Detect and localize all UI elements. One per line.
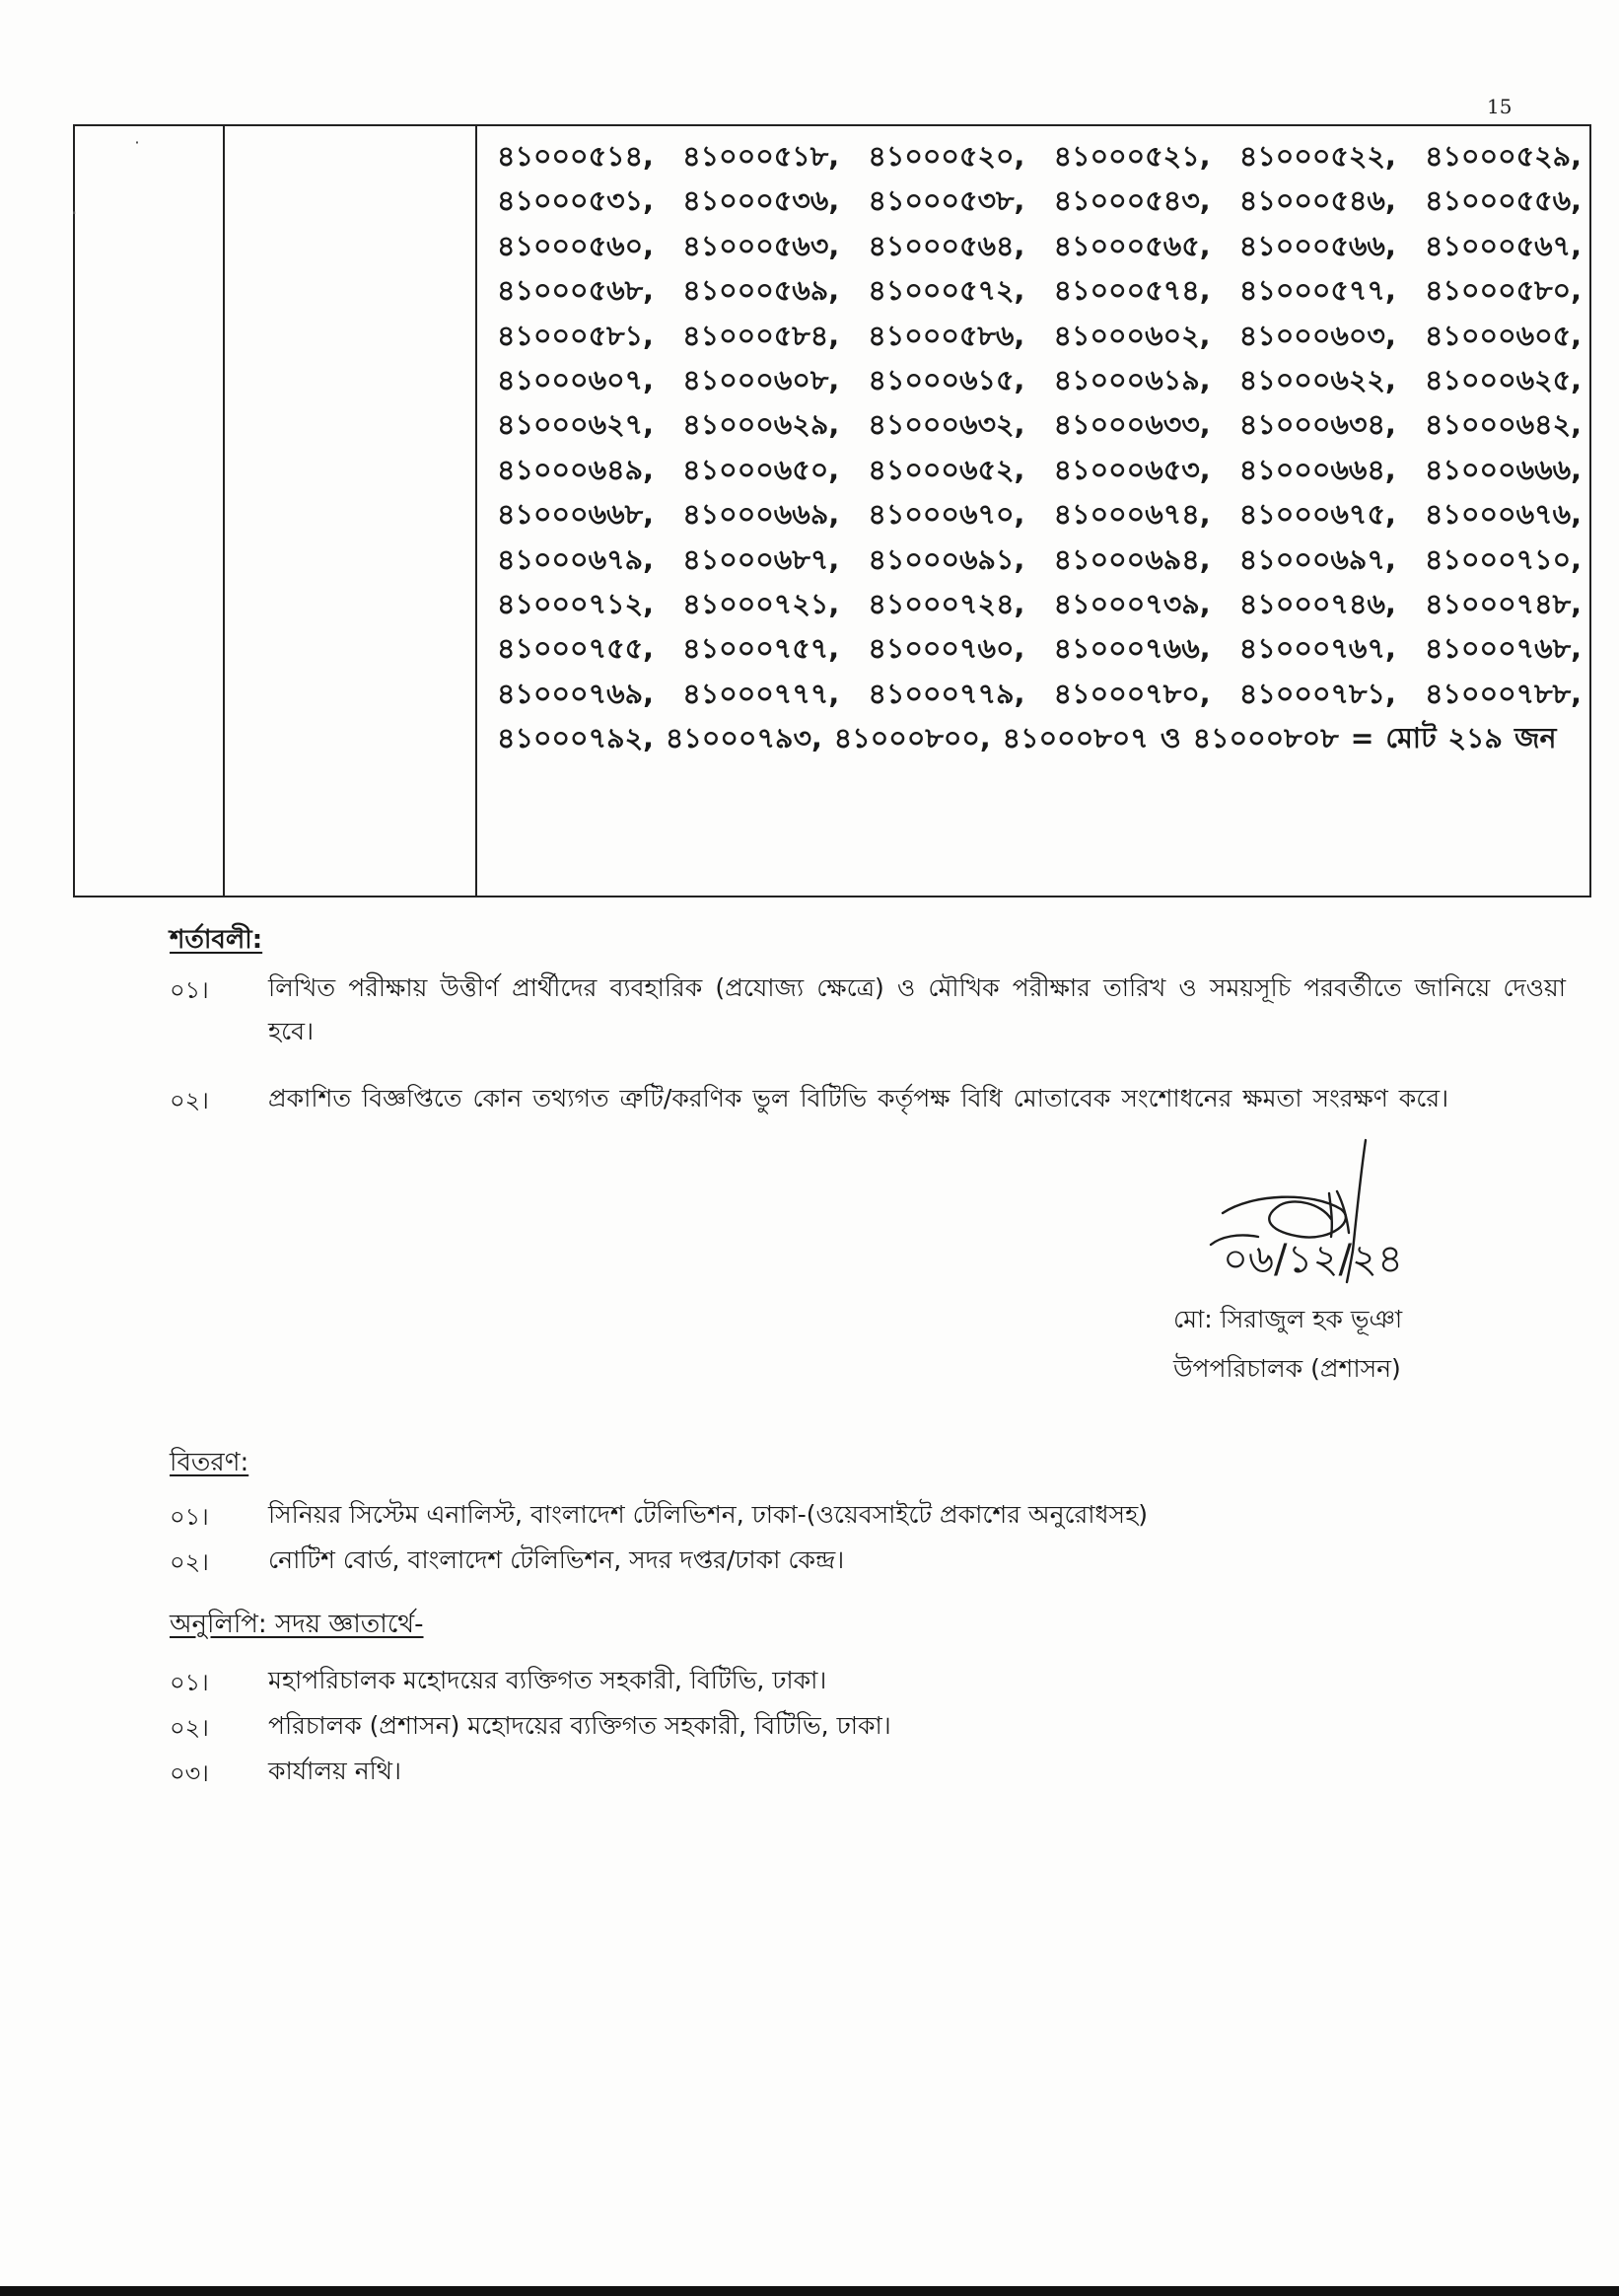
copy-number: ০২।	[170, 1714, 209, 1742]
handwritten-signature	[1163, 1134, 1499, 1302]
condition-text: প্রকাশিত বিজ্ঞপ্তিতে কোন তথ্যগত ত্রুটি/করণিক ভুল বিটিভি কর্তৃপক্ষ বিধি মোতাবেক সংশোধনের ক্ষমতা সংরক্ষণ করে।	[268, 1084, 1449, 1112]
scan-mark: ·	[71, 201, 78, 225]
roll-numbers-cell: ৪১০০০৫১৪, ৪১০০০৫১৮, ৪১০০০৫২০, ৪১০০০৫২১, ৪১০০০৫২২, ৪১০০০৫২৯, ৪১০০০৫৩১, ৪১০০০৫৩৬, ৪১০০০৫৩৮, ৪১০০০৫৪৩, ৪১০০০৫৪৬, ৪১০০০৫৫৬, ৪১০০০৫৬০, ৪১০০০৫৬৩, ৪১০০০৫৬৪, ৪১০০০৫৬৫, ৪১০০০৫৬৬, ৪১০০০৫৬৭, ৪১০০০৫৬৮, ৪১০০০৫৬৯, ৪১০০০৫৭২, ৪১০০০৫৭৪, ৪১০০০৫৭৭, ৪১০০০৫৮০, ৪১০০০৫৮১, ৪১০০০৫৮৪, ৪১০০০৫৮৬, ৪১০০০৬০২, ৪১০০০৬০৩, ৪১০০০৬০৫, ৪১০০০৬০৭, ৪১০০০৬০৮, ৪১০০০৬১৫, ৪১০০০৬১৯, ৪১০০০৬২২, ৪১০০০৬২৫, ৪১০০০৬২৭, ৪১০০০৬২৯, ৪১০০০৬৩২, ৪১০০০৬৩৩, ৪১০০০৬৩৪, ৪১০০০৬৪২, ৪১০০০৬৪৯, ৪১০০০৬৫০, ৪১০০০৬৫২, ৪১০০০৬৫৩, ৪১০০০৬৬৪, ৪১০০০৬৬৬, ৪১০০০৬৬৮, ৪১০০০৬৬৯, ৪১০০০৬৭০, ৪১০০০৬৭৪, ৪১০০০৬৭৫, ৪১০০০৬৭৬, ৪১০০০৬৭৯, ৪১০০০৬৮৭, ৪১০০০৬৯১, ৪১০০০৬৯৪, ৪১০০০৬৯৭, ৪১০০০৭১০, ৪১০০০৭১২, ৪১০০০৭২১, ৪১০০০৭২৪, ৪১০০০৭৩৯, ৪১০০০৭৪৬, ৪১০০০৭৪৮, ৪১০০০৭৫৫, ৪১০০০৭৫৭, ৪১০০০৭৬০, ৪১০০০৭৬৬, ৪১০০০৭৬৭, ৪১০০০৭৬৮, ৪১০০০৭৬৯, ৪১০০০৭৭৭, ৪১০০০৭৭৯, ৪১০০০৭৮০, ৪১০০০৭৮১, ৪১০০০৭৮৮, ৪১০০০৭৯২, ৪১০০০৭৯৩, ৪১০০০৮০০, ৪১০০০৮০৭ ও ৪১০০০৮০৮ = মোট ২১৯ জন	[497, 140, 1582, 755]
copy-number: ০৩।	[170, 1759, 209, 1787]
table-column-divider	[223, 126, 225, 896]
condition-number: ০১।	[170, 976, 209, 1004]
copies-heading: অনুলিপি: সদয় জ্ঞাতার্থে-	[170, 1610, 424, 1639]
page-number: 15	[1487, 95, 1513, 118]
copy-text: মহাপরিচালক মহোদয়ের ব্যক্তিগত সহকারী, বিটিভি, ঢাকা।	[268, 1666, 827, 1694]
condition-number: ০২।	[170, 1087, 209, 1114]
distribution-text: নোটিশ বোর্ড, বাংলাদেশ টেলিভিশন, সদর দপ্তর/ঢাকা কেন্দ্র।	[268, 1545, 845, 1574]
copy-text: কার্যালয় নথি।	[268, 1757, 401, 1785]
distribution-number: ০১।	[170, 1503, 209, 1531]
signer-name: মো: সিরাজুল হক ভূঞা	[1173, 1305, 1403, 1333]
signature-area	[1163, 1134, 1499, 1302]
result-table	[73, 124, 1591, 897]
condition-text: লিখিত পরীক্ষায় উত্তীর্ণ প্রার্থীদের ব্যবহারিক (প্রযোজ্য ক্ষেত্রে) ও মৌখিক পরীক্ষার তারিখ ও সময়সূচি পরবর্তীতে জানিয়ে দেওয়া হবে।	[268, 973, 1566, 1045]
copy-text: পরিচালক (প্রশাসন) মহোদয়ের ব্যক্তিগত সহকারী, বিটিভি, ঢাকা।	[268, 1711, 891, 1740]
distribution-number: ০২।	[170, 1548, 209, 1576]
handwritten-date: ০৬/১২/২৪	[1223, 1237, 1403, 1282]
table-column-divider	[475, 126, 477, 896]
conditions-heading: শর্তাবলী:	[170, 925, 263, 955]
scan-mark: ˙	[132, 138, 142, 162]
scan-edge	[0, 2286, 1619, 2296]
copy-number: ০১।	[170, 1669, 209, 1696]
signer-designation: উপপরিচালক (প্রশাসন)	[1173, 1354, 1401, 1383]
distribution-heading: বিতরণ:	[170, 1448, 249, 1477]
distribution-text: সিনিয়র সিস্টেম এনালিস্ট, বাংলাদেশ টেলিভিশন, ঢাকা-(ওয়েবসাইটে প্রকাশের অনুরোধসহ)	[268, 1500, 1148, 1529]
